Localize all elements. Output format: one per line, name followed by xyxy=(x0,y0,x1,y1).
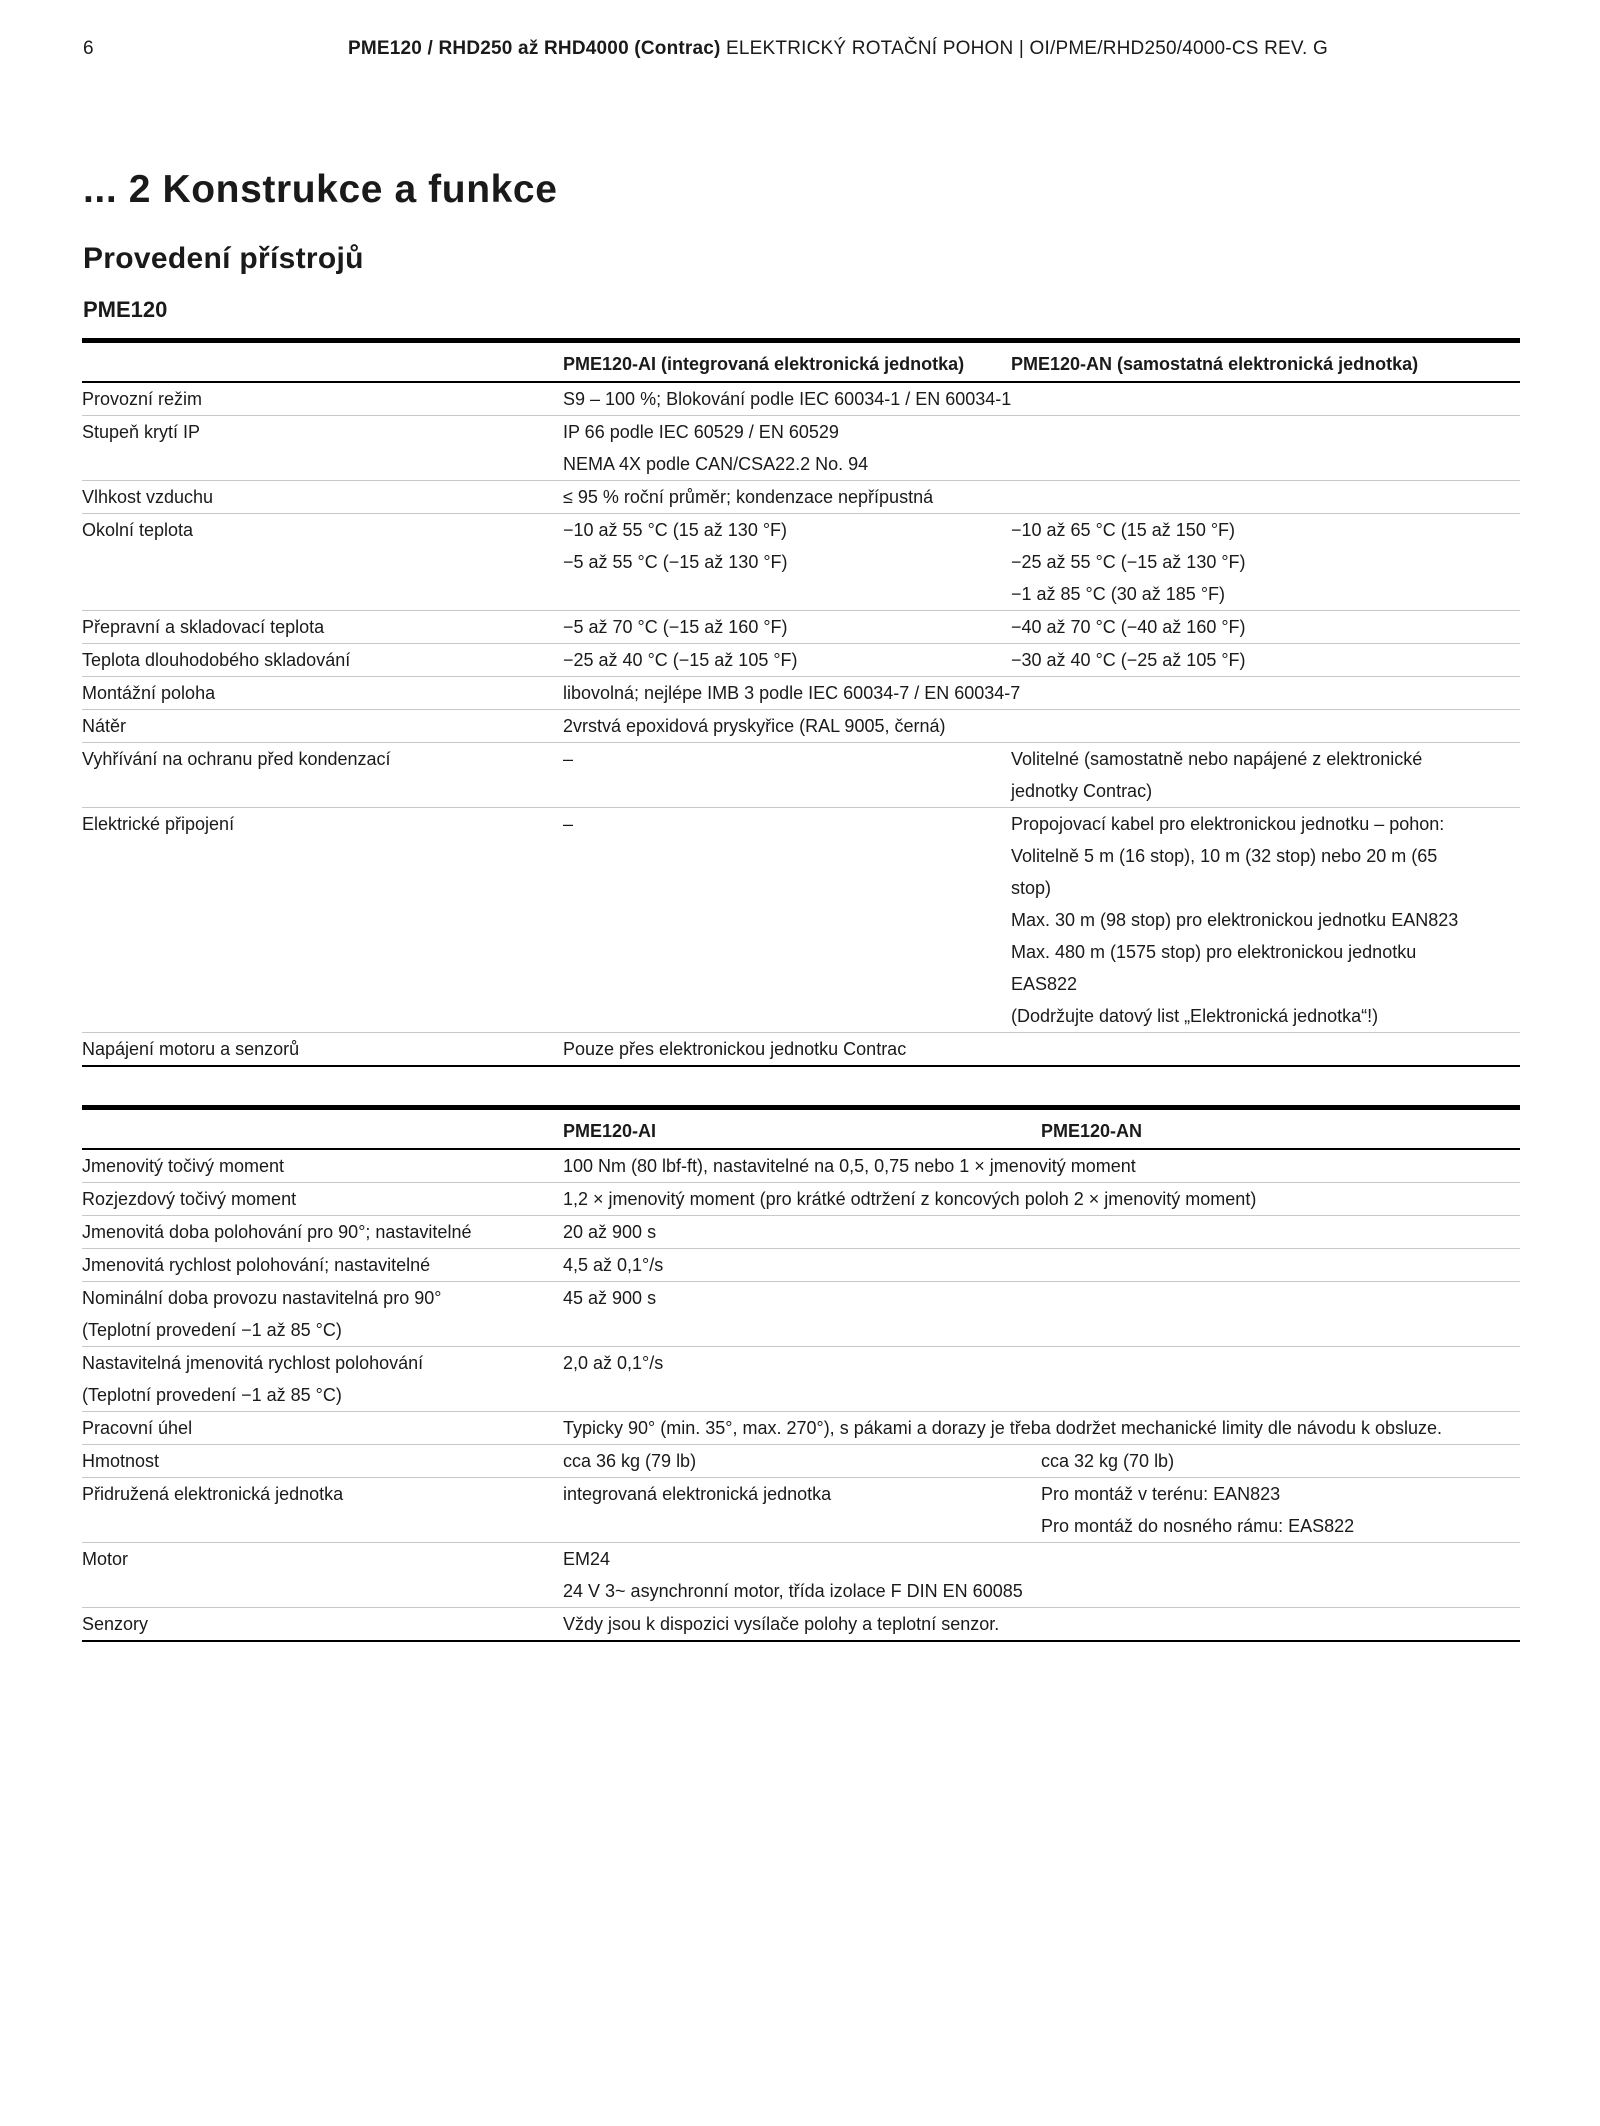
cell-line: Pro montáž v terénu: EAN823 xyxy=(1041,1484,1281,1504)
cell-line: (Teplotní provedení −1 až 85 °C) xyxy=(82,1320,342,1340)
row-label xyxy=(82,1216,563,1249)
row-value xyxy=(563,382,1520,416)
cell-line: Pracovní úhel xyxy=(82,1418,193,1438)
cell-line: 1,2 × jmenovitý moment (pro krátké odtržení z koncových poloh 2 × jmenovitý moment) xyxy=(563,1189,1257,1209)
cell-line: −40 až 70 °C (−40 až 160 °F) xyxy=(1011,617,1246,637)
row-value xyxy=(563,1543,1520,1608)
table-header-an: PME120-AN xyxy=(1041,1108,1520,1150)
cell-line: 20 až 900 s xyxy=(563,1222,657,1242)
row-value-ai xyxy=(563,1478,1041,1543)
cell-line: libovolná; nejlépe IMB 3 podle IEC 60034-7 / EN 60034-7 xyxy=(563,683,1021,703)
table-row xyxy=(82,1216,1520,1249)
table-row xyxy=(82,1412,1520,1445)
row-value-ai xyxy=(563,1445,1041,1478)
row-label xyxy=(82,1608,563,1642)
cell-line: cca 36 kg (79 lb) xyxy=(563,1451,697,1471)
cell-line: Hmotnost xyxy=(82,1451,160,1471)
cell-line: Pro montáž do nosného rámu: EAS822 xyxy=(1041,1516,1355,1536)
section-title: Provedení přístrojů xyxy=(83,242,364,275)
cell-line: Rozjezdový točivý moment xyxy=(82,1189,297,1209)
table-row xyxy=(82,743,1520,808)
row-label: Přepravní a skladovací teplota xyxy=(82,611,563,644)
cell-line: EAS822 xyxy=(1011,974,1078,994)
table-row xyxy=(82,1033,1520,1067)
row-value xyxy=(563,1149,1520,1183)
table-row xyxy=(82,1149,1520,1183)
cell-line: Přidružená elektronická jednotka xyxy=(82,1484,344,1504)
subsection-title: PME120 xyxy=(83,297,168,322)
table-row xyxy=(82,382,1520,416)
cell-line: Jmenovitý točivý moment xyxy=(82,1156,285,1176)
row-label xyxy=(82,1347,563,1412)
cell-line: – xyxy=(563,749,574,769)
row-label xyxy=(82,1183,563,1216)
row-value xyxy=(563,1282,1520,1347)
row-label xyxy=(82,1249,563,1282)
row-label xyxy=(82,1478,563,1543)
row-value-ai xyxy=(563,644,1011,677)
row-value-ai xyxy=(563,743,1011,808)
table-header-an: PME120-AN (samostatná elektronická jednotka) xyxy=(1011,341,1520,383)
row-value xyxy=(563,1347,1520,1412)
table-row xyxy=(82,1543,1520,1608)
table-row xyxy=(82,1445,1520,1478)
table-row xyxy=(82,514,1520,611)
cell-line: EM24 xyxy=(563,1549,611,1569)
cell-line: (Dodržujte datový list „Elektronická jednotka“!) xyxy=(1011,1006,1379,1026)
table-row xyxy=(82,611,1520,644)
row-value xyxy=(563,1216,1520,1249)
row-label: Okolní teplota xyxy=(82,514,563,611)
row-value-an xyxy=(1041,1478,1520,1543)
cell-line: stop) xyxy=(1011,878,1052,898)
row-label: Teplota dlouhodobého skladování xyxy=(82,644,563,677)
table-row xyxy=(82,808,1520,1033)
table-row xyxy=(82,1183,1520,1216)
cell-line: 4,5 až 0,1°/s xyxy=(563,1255,664,1275)
table-row xyxy=(82,416,1520,481)
row-value-ai xyxy=(563,514,1011,611)
cell-line: cca 32 kg (70 lb) xyxy=(1041,1451,1175,1471)
table-row xyxy=(82,1608,1520,1642)
row-value-an xyxy=(1011,743,1520,808)
row-value-ai xyxy=(563,808,1011,1033)
cell-line: 2,0 až 0,1°/s xyxy=(563,1353,664,1373)
cell-line: −5 až 55 °C (−15 až 130 °F) xyxy=(563,552,788,572)
cell-line: −25 až 55 °C (−15 až 130 °F) xyxy=(1011,552,1246,572)
cell-line: ≤ 95 % roční průměr; kondenzace nepřípustná xyxy=(563,487,934,507)
cell-line: Jmenovitá rychlost polohování; nastavitelné xyxy=(82,1255,431,1275)
table-row xyxy=(82,1347,1520,1412)
cell-line: S9 – 100 %; Blokování podle IEC 60034-1 / EN 60034-1 xyxy=(563,389,1012,409)
row-label: Provozní režim xyxy=(82,382,563,416)
table-header-label xyxy=(82,1108,563,1150)
cell-line: jednotky Contrac) xyxy=(1011,781,1153,801)
table-row xyxy=(82,481,1520,514)
cell-line: Vždy jsou k dispozici vysílače polohy a teplotní senzor. xyxy=(563,1614,1000,1634)
running-header-product: PME120 / RHD250 až RHD4000 (Contrac) xyxy=(348,38,721,59)
row-value-ai xyxy=(563,611,1011,644)
cell-line: −25 až 40 °C (−15 až 105 °F) xyxy=(563,650,798,670)
table-row xyxy=(82,710,1520,743)
row-label: Vlhkost vzduchu xyxy=(82,481,563,514)
cell-line: −5 až 70 °C (−15 až 160 °F) xyxy=(563,617,788,637)
cell-line: Max. 30 m (98 stop) pro elektronickou jednotku EAN823 xyxy=(1011,910,1459,930)
row-value xyxy=(563,1412,1520,1445)
table-row xyxy=(82,1249,1520,1282)
cell-line: Motor xyxy=(82,1549,129,1569)
row-label xyxy=(82,1412,563,1445)
table-row xyxy=(82,1478,1520,1543)
spec-table-mechanical xyxy=(82,1105,1520,1642)
row-value-an xyxy=(1011,644,1520,677)
row-label: Elektrické připojení xyxy=(82,808,563,1033)
row-value xyxy=(563,416,1520,481)
table-header-row xyxy=(82,1108,1520,1150)
row-value xyxy=(563,1608,1520,1642)
table-header-row xyxy=(82,341,1520,383)
row-label xyxy=(82,1445,563,1478)
cell-line: −10 až 65 °C (15 až 150 °F) xyxy=(1011,520,1236,540)
cell-line: Jmenovitá doba polohování pro 90°; nastavitelné xyxy=(82,1222,472,1242)
row-value xyxy=(563,677,1520,710)
cell-line: NEMA 4X podle CAN/CSA22.2 No. 94 xyxy=(563,454,869,474)
spec-table-environment xyxy=(82,338,1520,1067)
table-header-ai: PME120-AI (integrovaná elektronická jednotka) xyxy=(563,341,1011,383)
running-header xyxy=(348,38,1328,60)
cell-line: Typicky 90° (min. 35°, max. 270°), s pákami a dorazy je třeba dodržet mechanické limity dle návodu k obsluze. xyxy=(563,1418,1442,1438)
row-label xyxy=(82,1543,563,1608)
cell-line: Volitelné (samostatně nebo napájené z elektronické xyxy=(1011,749,1423,769)
row-label: Montážní poloha xyxy=(82,677,563,710)
table-header-label xyxy=(82,341,563,383)
row-value-an xyxy=(1011,611,1520,644)
row-value xyxy=(563,1249,1520,1282)
row-value-an xyxy=(1041,1445,1520,1478)
row-value xyxy=(563,710,1520,743)
page-number: 6 xyxy=(83,38,94,59)
table-row xyxy=(82,1282,1520,1347)
row-value-an xyxy=(1011,514,1520,611)
row-label: Vyhřívání na ochranu před kondenzací xyxy=(82,743,563,808)
chapter-title: ... 2 Konstrukce a funkce xyxy=(83,168,558,211)
row-label: Stupeň krytí IP xyxy=(82,416,563,481)
cell-line: Nominální doba provozu nastavitelná pro 90° xyxy=(82,1288,442,1308)
row-value xyxy=(563,1183,1520,1216)
cell-line: Senzory xyxy=(82,1614,149,1634)
cell-line: Volitelně 5 m (16 stop), 10 m (32 stop) nebo 20 m (65 xyxy=(1011,846,1438,866)
cell-line: integrovaná elektronická jednotka xyxy=(563,1484,832,1504)
cell-line: −1 až 85 °C (30 až 185 °F) xyxy=(1011,584,1226,604)
row-value xyxy=(563,1033,1520,1067)
cell-line: Pouze přes elektronickou jednotku Contrac xyxy=(563,1039,907,1059)
cell-line: Nastavitelná jmenovitá rychlost polohování xyxy=(82,1353,424,1373)
cell-line: 45 až 900 s xyxy=(563,1288,657,1308)
row-label: Napájení motoru a senzorů xyxy=(82,1033,563,1067)
cell-line: Max. 480 m (1575 stop) pro elektronickou jednotku xyxy=(1011,942,1417,962)
row-value-an xyxy=(1011,808,1520,1033)
cell-line: −10 až 55 °C (15 až 130 °F) xyxy=(563,520,788,540)
cell-line: 100 Nm (80 lbf-ft), nastavitelné na 0,5, 0,75 nebo 1 × jmenovitý moment xyxy=(563,1156,1136,1176)
row-label: Nátěr xyxy=(82,710,563,743)
cell-line: – xyxy=(563,814,574,834)
row-value xyxy=(563,481,1520,514)
cell-line: 2vrstvá epoxidová pryskyřice (RAL 9005, černá) xyxy=(563,716,946,736)
cell-line: (Teplotní provedení −1 až 85 °C) xyxy=(82,1385,342,1405)
cell-line: IP 66 podle IEC 60529 / EN 60529 xyxy=(563,422,839,442)
table-row xyxy=(82,644,1520,677)
running-header-doc: ELEKTRICKÝ ROTAČNÍ POHON | OI/PME/RHD250/4000-CS REV. G xyxy=(720,38,1328,59)
table-row xyxy=(82,677,1520,710)
row-label xyxy=(82,1282,563,1347)
cell-line: 24 V 3~ asynchronní motor, třída izolace F DIN EN 60085 xyxy=(563,1581,1023,1601)
cell-line: −30 až 40 °C (−25 až 105 °F) xyxy=(1011,650,1246,670)
row-label xyxy=(82,1149,563,1183)
cell-line: Propojovací kabel pro elektronickou jednotku – pohon: xyxy=(1011,814,1445,834)
table-header-ai: PME120-AI xyxy=(563,1108,1041,1150)
